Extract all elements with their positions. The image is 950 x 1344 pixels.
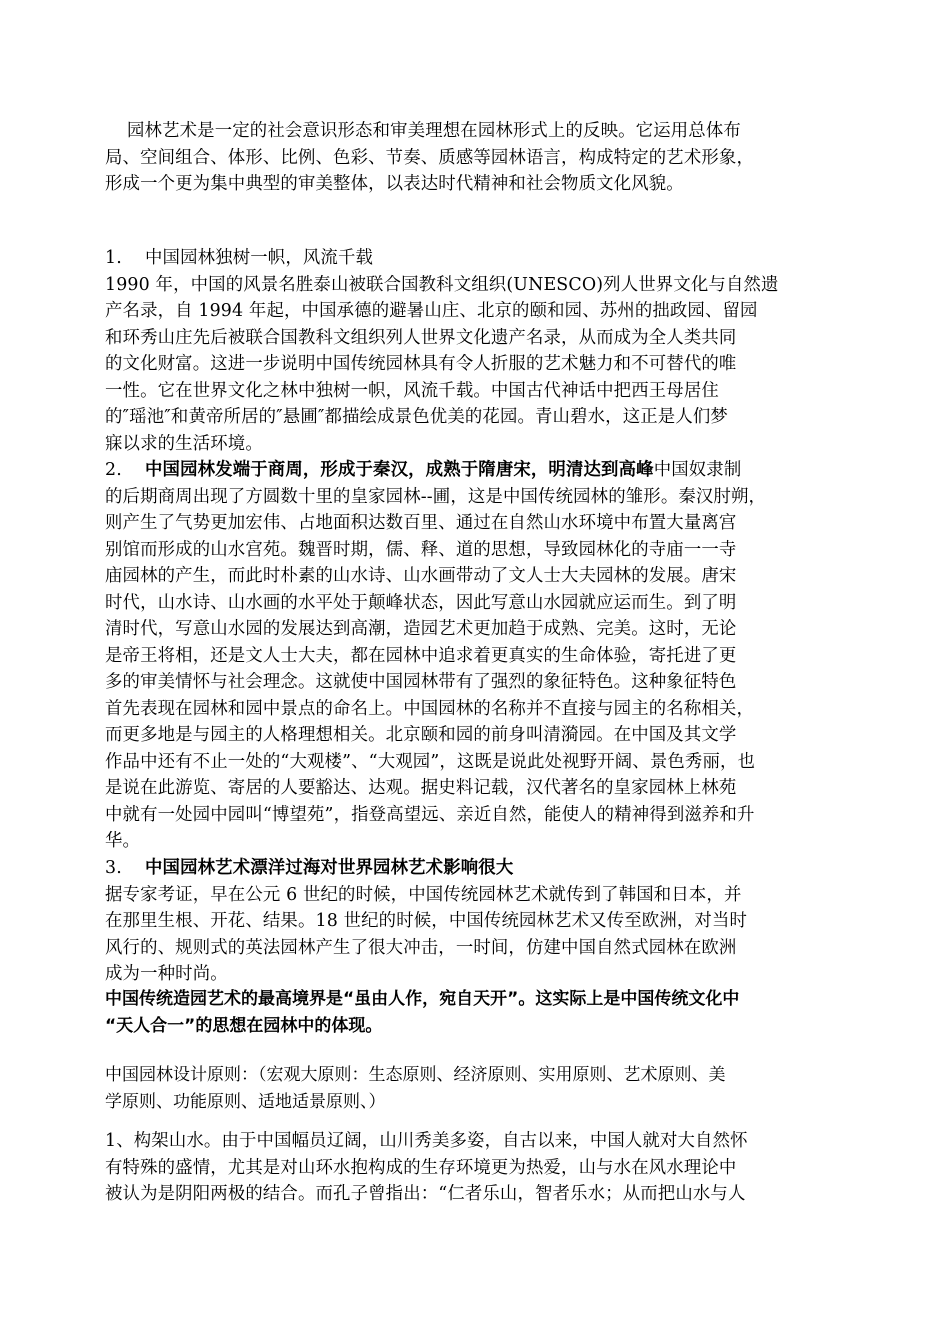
item-1-line: 有特殊的盛情，尤其是对山环水抱构成的生存环境更为热爱，山与水在风水理论中 [105, 1157, 737, 1178]
design-principles-paragraph [105, 1062, 853, 1115]
section-3-line: 风行的、规则式的英法园林产生了很大冲击，一时间，仿建中国自然式园林在欧洲 [105, 937, 737, 958]
section-3-number: 3. [105, 858, 122, 878]
item-1-line: 1、构架山水。由于中国幅员辽阔，山川秀美多姿，自古以来，中国人就对大自然怀 [105, 1131, 748, 1151]
section-1-line: 寐以求的生活环境。 [105, 433, 263, 454]
section-2-number: 2. [105, 460, 122, 480]
section-3-line: 在那里生根、开花、结果。18 世纪的时候，中国传统园林艺术又传至欧洲，对当时 [105, 911, 748, 931]
section-2-line: 时代，山水诗、山水画的水平处于颠峰状态，因此写意山水园就应运而生。到了明 [105, 592, 737, 613]
section-2-line: 清时代，写意山水园的发展达到高潮，造园艺术更加趋于成熟、完美。这时，无论 [105, 619, 737, 639]
section-1-line: 的文化财富。这进一步说明中国传统园林具有令人折服的艺术魅力和不可替代的唯 [105, 354, 737, 374]
item-1-line: 被认为是阴阳两极的结合。而孔子曾指出：“仁者乐山，智者乐水；从而把山水与人 [105, 1184, 746, 1204]
design-principles-line: 中国园林设计原则：（宏观大原则：生态原则、经济原则、实用原则、艺术原则、美 [105, 1065, 726, 1085]
section-2-line: 的后期商周出现了方圆数十里的皇家园林--圃，这是中国传统园林的雏形。秦汉肘朔， [105, 486, 767, 507]
section-2-line: 而更多地是与园主的人格理想相关。北京颐和园的前身叫清漪园。在中国及其文学 [105, 725, 737, 745]
section-2-heading-text: 中国园林发端于商周，形成于秦汉，成熟于隋唐宋，明清达到高峰 [145, 460, 654, 480]
section-2-line: 中就有一处园中园叫“博望苑”，指登高望远、亲近自然，能使人的精神得到滋养和升 [105, 804, 755, 825]
intro-line: 局、空间组合、体形、比例、色彩、节奏、质感等园林语言，构成特定的艺术形象， [105, 147, 755, 168]
highest-realm-line: “天人合一”的思想在园林中的体现。 [105, 1015, 383, 1036]
section-2-line: 作品中还有不止一处的“大观楼”、“大观园”，这既是说此处视野开阔、景色秀丽，也 [105, 751, 756, 772]
section-2-line: 是帝王将相，还是文人士大夫，都在园林中追求着更真实的生命体验，寄托进了更 [105, 645, 737, 666]
section-3-heading-text: 中国园林艺术漂洋过海对世界园林艺术影响很大 [145, 858, 514, 878]
section-2-line: 则产生了气势更加宏伟、占地面积达数百里、通过在自然山水环境中布置大量离宫 [105, 513, 737, 533]
section-3-line: 据专家考证，早在公元 6 世纪的时候，中国传统园林艺术就传到了韩国和日本，并 [105, 884, 742, 905]
intro-paragraph [105, 118, 853, 198]
section-2-heading-tail: 中国奴隶制 [653, 460, 742, 480]
highest-realm-paragraph [105, 986, 853, 1039]
section-1-line: 和环秀山庄先后被联合国教科文组织列人世界文化遗产名录，从而成为全人类共同 [105, 327, 737, 348]
item-1-paragraph [105, 1128, 853, 1208]
section-1-number: 1. [105, 248, 122, 268]
section-2-line: 华。 [105, 831, 141, 851]
section-2-line: 是说在此游览、寄居的人要豁达、达观。据史料记载，汉代著名的皇家园林上林苑 [105, 778, 737, 798]
section-1-heading [105, 245, 853, 272]
section-1-line: 的″瑶池″和黄帝所居的″悬圃″都描绘成景色优美的花园。青山碧水，这正是人们梦 [105, 407, 728, 427]
section-3-heading [105, 855, 853, 882]
section-2 [105, 457, 853, 855]
section-1-heading-text: 中国园林独树一帜，风流千载 [145, 248, 374, 268]
intro-line: 园林艺术是一定的社会意识形态和审美理想在园林形式上的反映。它运用总体布 [127, 121, 741, 141]
section-3-line: 成为一种时尚。 [105, 964, 228, 984]
section-2-heading [105, 457, 853, 484]
section-2-line: 别馆而形成的山水宫苑。魏晋时期，儒、释、道的思想，导致园林化的寺庙一一寺 [105, 539, 737, 560]
section-1-line: 产名录，自 1994 年起，中国承德的避暑山庄、北京的颐和园、苏州的拙政园、留园 [105, 301, 758, 321]
section-2-line: 首先表现在园林和园中景点的命名上。中国园林的名称并不直接与园主的名称相关， [105, 698, 755, 719]
design-principles-line: 学原则、功能原则、适地适景原则、） [105, 1091, 386, 1112]
highest-realm-line: 中国传统造园艺术的最高境界是“虽由人作，宛自天开”。这实际上是中国传统文化中 [105, 989, 740, 1009]
intro-line: 形成一个更为集中典型的审美整体，以表达时代精神和社会物质文化风貌。 [105, 174, 684, 194]
section-3 [105, 855, 853, 988]
section-2-line: 庙园林的产生，而此时朴素的山水诗、山水画带动了文人士大夫园林的发展。唐宋 [105, 566, 737, 586]
section-1-line: 一性。它在世界文化之林中独树一帜，风流千载。中国古代神话中把西王母居住 [105, 380, 719, 401]
section-1 [105, 245, 853, 457]
section-2-line: 多的审美情怀与社会理念。这就使中国园林带有了强烈的象征特色。这种象征特色 [105, 672, 737, 692]
section-1-line: 1990 年，中国的风景名胜泰山被联合国教科文组织(UNESCO)列人世界文化与自然遗 [105, 274, 779, 295]
